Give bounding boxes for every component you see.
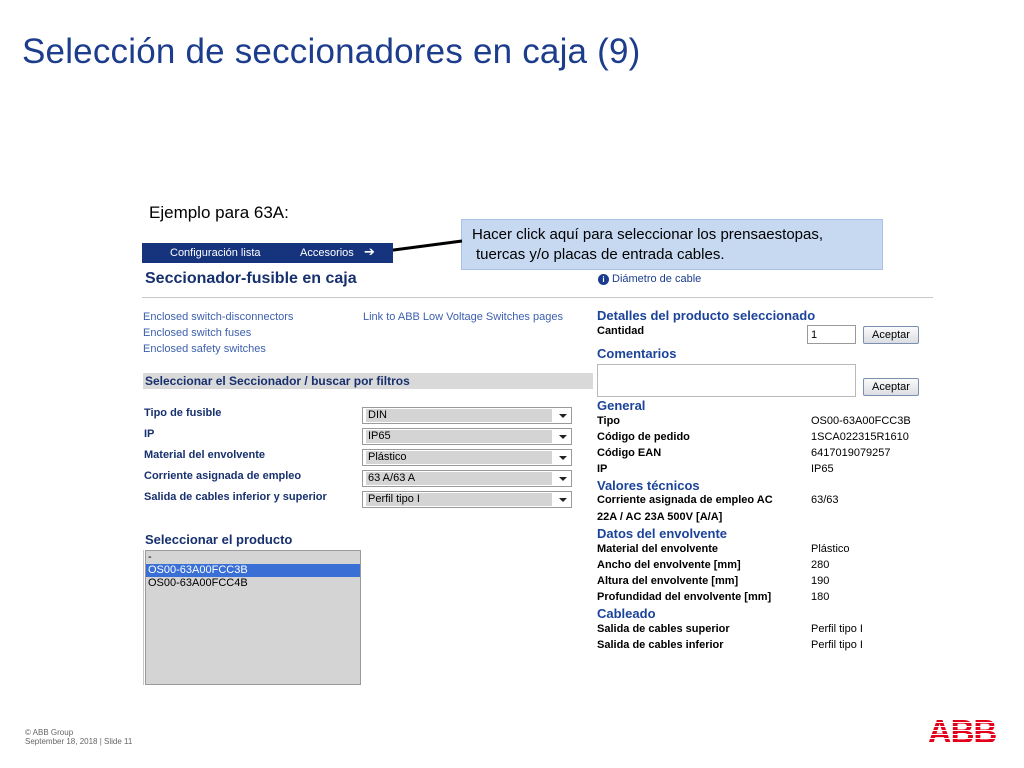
enclosure-label: Ancho del envolvente [mm] xyxy=(597,559,741,571)
enclosure-value: 180 xyxy=(811,591,830,603)
link-enclosed-switch-fuses[interactable]: Enclosed switch fuses xyxy=(143,327,252,339)
cable-diameter-link[interactable] xyxy=(598,273,701,285)
nav-configuracion-lista[interactable]: Configuración lista xyxy=(170,247,261,259)
panel-title: Seccionador-fusible en caja xyxy=(145,270,357,287)
general-label: Tipo xyxy=(597,415,621,427)
comments-title: Comentarios xyxy=(597,346,677,361)
accept-quantity-button[interactable]: Aceptar xyxy=(863,326,919,344)
select-material-envolvente[interactable] xyxy=(362,449,572,466)
chevron-down-icon xyxy=(559,456,567,460)
select-value: IP65 xyxy=(366,430,552,443)
label-corriente-asignada: Corriente asignada de empleo xyxy=(144,470,302,482)
footer-copyright: © ABB Group xyxy=(25,728,74,737)
link-enclosed-switch-disconnectors[interactable]: Enclosed switch-disconnectors xyxy=(143,311,294,323)
product-section-title: Seleccionar el producto xyxy=(145,532,293,547)
wiring-value: Perfil tipo I xyxy=(811,639,863,651)
nav-accesorios[interactable]: Accesorios xyxy=(300,247,354,259)
select-value: 63 A/63 A xyxy=(366,472,552,485)
enclosure-label: Altura del envolvente [mm] xyxy=(597,575,739,587)
details-title: Detalles del producto seleccionado xyxy=(597,308,816,323)
general-value: 1SCA022315R1610 xyxy=(811,431,909,443)
quantity-input[interactable]: 1 xyxy=(807,325,856,344)
wiring-value: Perfil tipo I xyxy=(811,623,863,635)
filter-section-header: Seleccionar el Seccionador / buscar por filtros xyxy=(143,373,593,389)
tech-label-line-1: Corriente asignada de empleo AC xyxy=(597,494,773,506)
tech-value: 63/63 xyxy=(811,494,839,506)
chevron-down-icon xyxy=(559,498,567,502)
cable-diameter-label: Diámetro de cable xyxy=(612,273,702,285)
divider xyxy=(142,297,933,298)
callout-line-1: Hacer click aquí para seleccionar los prensaestopas, xyxy=(472,226,824,243)
enclosure-value: 280 xyxy=(811,559,830,571)
general-value: OS00-63A00FCC3B xyxy=(811,415,911,427)
general-label: IP xyxy=(597,463,608,475)
accept-comment-button[interactable]: Aceptar xyxy=(863,378,919,396)
enclosure-value: 190 xyxy=(811,575,830,587)
select-salida-cables[interactable] xyxy=(362,491,572,508)
general-value: IP65 xyxy=(811,463,834,475)
wiring-title: Cableado xyxy=(597,606,656,621)
list-item-selected[interactable]: OS00-63A00FCC3B xyxy=(146,564,360,577)
general-value: 6417019079257 xyxy=(811,447,891,459)
arrow-right-icon[interactable]: ➔ xyxy=(364,244,375,259)
link-abb-low-voltage[interactable]: Link to ABB Low Voltage Switches pages xyxy=(363,311,563,323)
divider xyxy=(143,550,144,685)
info-icon: i xyxy=(598,274,609,285)
label-material-envolvente: Material del envolvente xyxy=(144,449,266,461)
select-ip[interactable] xyxy=(362,428,572,445)
comments-textarea[interactable] xyxy=(597,364,856,397)
select-tipo-fusible[interactable] xyxy=(362,407,572,424)
select-value: Plástico xyxy=(366,451,552,464)
select-value: DIN xyxy=(366,409,552,422)
quantity-label: Cantidad xyxy=(597,325,645,337)
wiring-label: Salida de cables superior xyxy=(597,623,730,635)
nav-bar xyxy=(142,243,393,263)
general-label: Código EAN xyxy=(597,447,662,459)
chevron-down-icon xyxy=(559,414,567,418)
tech-title: Valores técnicos xyxy=(597,478,700,493)
chevron-down-icon xyxy=(559,435,567,439)
general-title: General xyxy=(597,398,646,413)
link-enclosed-safety-switches[interactable]: Enclosed safety switches xyxy=(143,343,266,355)
enclosure-title: Datos del envolvente xyxy=(597,526,728,541)
example-label: Ejemplo para 63A: xyxy=(149,203,289,222)
enclosure-label: Material del envolvente xyxy=(597,543,719,555)
svg-text:ABB: ABB xyxy=(927,715,997,745)
enclosure-value: Plástico xyxy=(811,543,850,555)
footer-date-slide: September 18, 2018 | Slide 11 xyxy=(25,737,133,746)
list-item[interactable]: OS00-63A00FCC4B xyxy=(148,577,248,589)
label-ip: IP xyxy=(144,428,155,440)
select-corriente-asignada[interactable] xyxy=(362,470,572,487)
chevron-down-icon xyxy=(559,477,567,481)
callout-box xyxy=(461,219,883,270)
abb-logo xyxy=(925,715,999,745)
label-salida-cables: Salida de cables inferior y superior xyxy=(144,491,327,503)
slide-footer xyxy=(25,728,132,746)
product-listbox[interactable] xyxy=(145,550,361,685)
label-tipo-fusible: Tipo de fusible xyxy=(144,407,222,419)
callout-line-2: tuercas y/o placas de entrada cables. xyxy=(476,246,725,263)
select-value: Perfil tipo I xyxy=(366,493,552,506)
general-label: Código de pedido xyxy=(597,431,690,443)
tech-label-line-2: 22A / AC 23A 500V [A/A] xyxy=(597,511,723,523)
wiring-label: Salida de cables inferior xyxy=(597,639,724,651)
slide-title: Selección de seccionadores en caja (9) xyxy=(22,32,641,71)
list-item[interactable]: - xyxy=(148,551,152,563)
enclosure-label: Profundidad del envolvente [mm] xyxy=(597,591,772,603)
